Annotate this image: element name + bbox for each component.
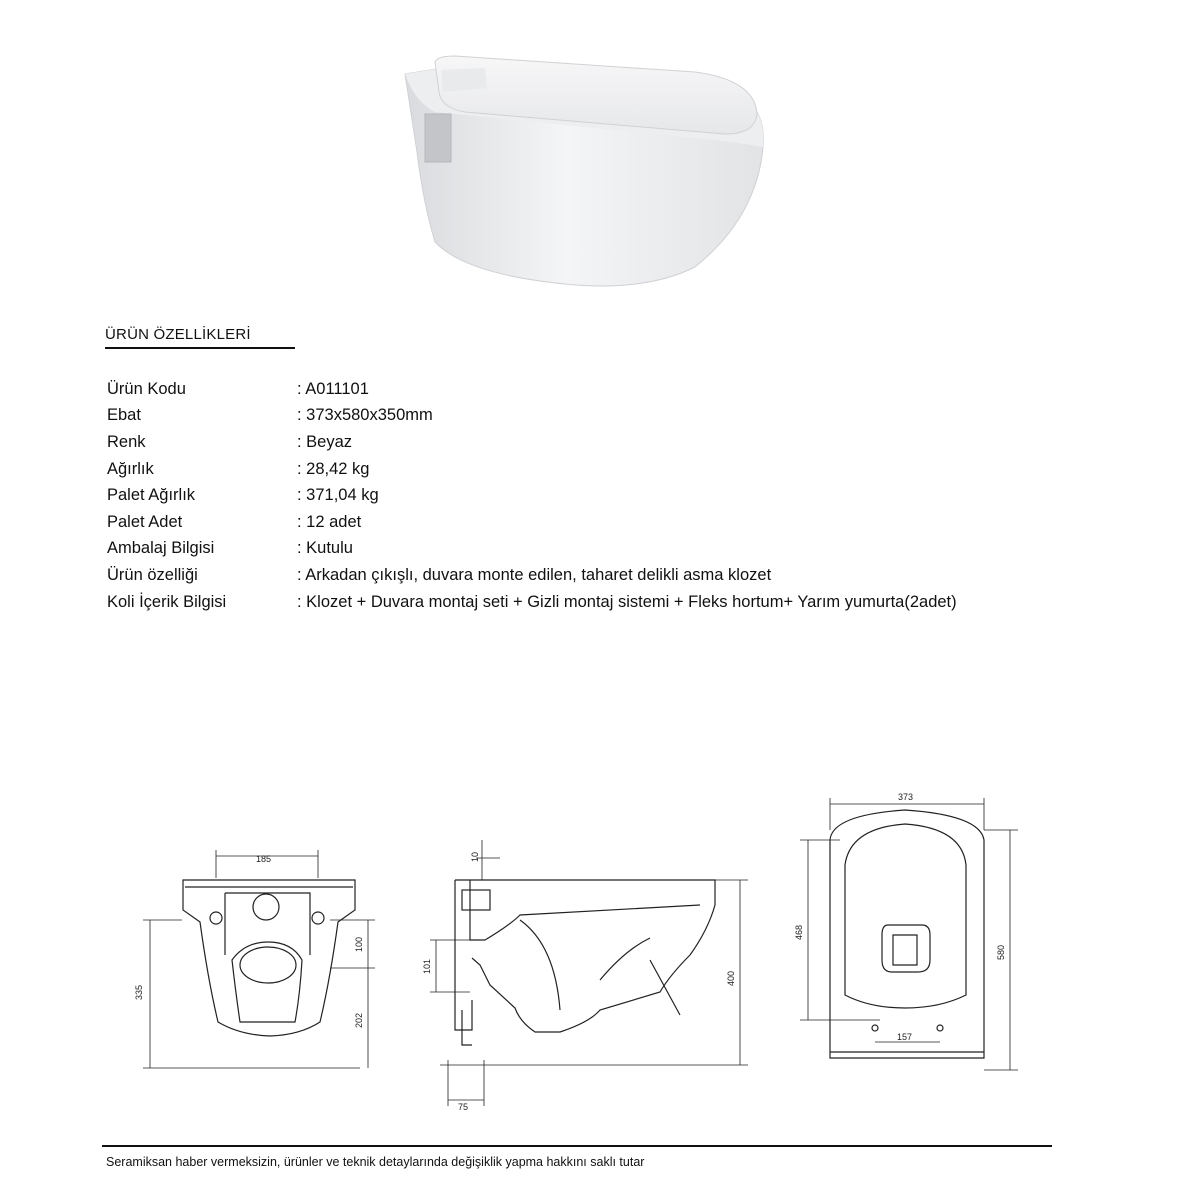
product-photo [395, 52, 775, 302]
spec-value: : 12 adet [297, 512, 362, 531]
technical-drawings [0, 760, 1190, 1120]
spec-value: : 371,04 kg [297, 486, 379, 505]
spec-label: Palet Ağırlık [107, 486, 196, 505]
spec-row-feature [107, 562, 957, 589]
spec-label: Ürün özelliği [107, 565, 198, 584]
side-dim-bottom: 75 [458, 1102, 469, 1112]
spec-label: Palet Adet [107, 512, 183, 531]
front-dim-height-total: 335 [134, 984, 144, 1000]
front-view [134, 850, 375, 1068]
spec-value: : A011101 [297, 379, 369, 398]
front-dim-width: 185 [256, 854, 272, 864]
spec-value: : Kutulu [297, 539, 353, 558]
spec-value: : Beyaz [297, 432, 353, 451]
top-view [794, 792, 1018, 1070]
footer-divider [102, 1145, 1052, 1147]
side-dim-height: 400 [726, 970, 736, 986]
spec-label: Ambalaj Bilgisi [107, 539, 215, 558]
spec-row-pallet-weight [107, 482, 957, 509]
top-dim-width: 373 [898, 792, 914, 802]
spec-row-dimensions [107, 403, 957, 430]
top-dim-holes: 157 [897, 1032, 913, 1042]
side-dim-mid: 101 [422, 958, 432, 974]
spec-value: : 373x580x350mm [297, 406, 433, 425]
spec-label: Renk [107, 432, 146, 451]
spec-row-product-code [107, 376, 957, 403]
spec-row-pallet-count [107, 509, 957, 536]
spec-value: : Klozet + Duvara montaj seti + Gizli montaj sistemi + Fleks hortum+ Yarım yumurta(2adet) [297, 592, 957, 611]
side-view [422, 840, 748, 1112]
spec-label: Ağırlık [107, 459, 154, 478]
spec-value: : 28,42 kg [297, 459, 370, 478]
spec-label: Koli İçerik Bilgisi [107, 592, 227, 611]
section-underline [105, 347, 295, 349]
spec-row-packaging [107, 536, 957, 563]
front-dim-upper: 100 [354, 936, 364, 952]
spec-table [107, 376, 957, 615]
spec-label: Ebat [107, 406, 141, 425]
spec-value: : Arkadan çıkışlı, duvara monte edilen, taharet delikli asma klozet [297, 565, 772, 584]
spec-label: Ürün Kodu [107, 379, 186, 398]
spec-row-box-contents [107, 589, 957, 616]
footer-disclaimer: Seramiksan haber vermeksizin, ürünler ve teknik detaylarında değişiklik yapma hakkını saklı tutar [106, 1155, 645, 1169]
top-dim-length: 580 [996, 944, 1006, 960]
section-title: ÜRÜN ÖZELLİKLERİ [105, 326, 251, 343]
spec-row-weight [107, 456, 957, 483]
side-dim-top: 10 [470, 851, 480, 862]
front-dim-lower: 202 [354, 1012, 364, 1028]
spec-row-color [107, 429, 957, 456]
top-dim-inner: 468 [794, 924, 804, 940]
